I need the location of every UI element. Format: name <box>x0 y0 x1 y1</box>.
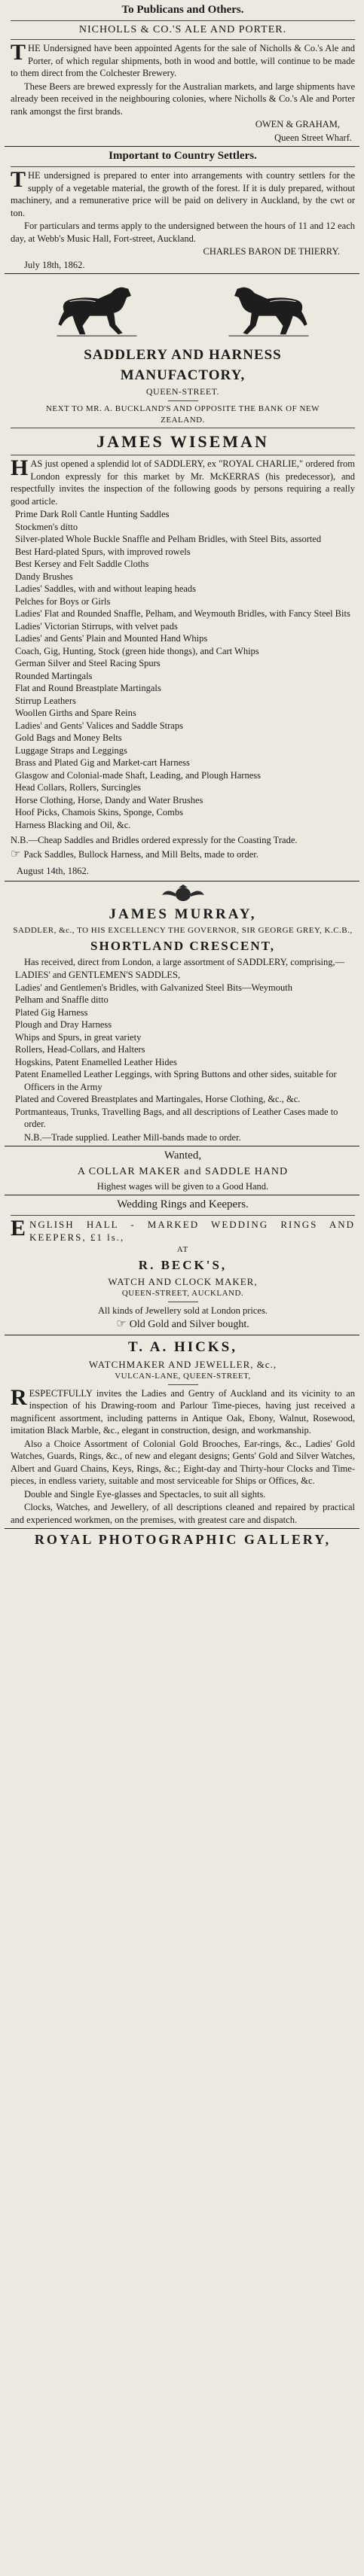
divider <box>11 20 355 21</box>
list-item: Ladies' Flat and Rounded Snaffle, Pelham, and Weymouth Bridles, with Fancy Steel Bits <box>15 608 350 620</box>
ad-title: MANUFACTORY, <box>120 367 246 384</box>
list-item: Rounded Martingals <box>15 670 93 681</box>
ad-subheading: NICHOLLS & CO.'S ALE AND PORTER. <box>78 23 287 35</box>
ad-address: Queen Street Wharf. <box>274 132 352 143</box>
wanted-advertisement <box>5 1149 359 1192</box>
ad-signature: OWEN & GRAHAM, <box>255 119 340 130</box>
list-item: Plated and Covered Breastplates and Martingales, Horse Clothing, &c., &c. <box>15 1094 301 1105</box>
country-settlers-advertisement <box>5 149 359 271</box>
ad-notice-text: Pack Saddles, Bullock Harness, and Mill Belts, made to order. <box>23 848 258 860</box>
list-item: Coach, Gig, Hunting, Stock (green hide thongs), and Cart Whips <box>15 645 259 656</box>
list-item: Patent Enamelled Leather Leggings, with Spring Buttons and other sides, suitable for Officers in the Army <box>15 1069 337 1092</box>
hicks-watchmaker-advertisement <box>5 1338 359 1526</box>
ad-paragraph: THE undersigned is prepared to enter into arrangements with country settlers for the supply of a vegetable material, the growth of the forest. If it is duly prepared, without machinery, and a remunerative price will be paid on delivery in Auckland, by the cwt or ton. <box>11 167 355 218</box>
ad-title: SADDLER, &c., TO HIS EXCELLENCY THE GOVERNOR, SIR GEORGE GREY, K.C.B., <box>13 925 353 935</box>
divider <box>5 881 359 882</box>
list-item: Horse Clothing, Horse, Dandy and Water Brushes <box>15 794 203 805</box>
ad-street: VULCAN-LANE, QUEEN-STREET, <box>115 1372 251 1381</box>
list-item: Brass and Plated Gig and Market-cart Harness <box>15 757 190 769</box>
publicans-advertisement <box>5 2 359 144</box>
ad-paragraph: For particulars and terms apply to the undersigned between the hours of 11 and 12 each day, at Webb's Music Hall, Fort-street, Auckland. <box>11 221 355 244</box>
proprietor-name: JAMES WISEMAN <box>96 432 269 452</box>
list-item: Dandy Brushes <box>15 571 73 582</box>
list-item: Pelham and Snaffle ditto <box>15 994 109 1006</box>
ad-street: SHORTLAND CRESCENT, <box>90 938 275 953</box>
wedding-rings-advertisement <box>5 1198 359 1332</box>
ad-notice-text: Old Gold and Silver bought. <box>129 1319 249 1331</box>
ad-signature: CHARLES BARON DE THIERRY. <box>203 246 340 257</box>
ad-title: SADDLERY AND HARNESS <box>84 347 282 364</box>
list-item: Stirrup Leathers <box>15 695 76 706</box>
ad-line: A COLLAR MAKER and SADDLE HAND <box>77 1166 289 1178</box>
goods-list <box>11 969 355 1131</box>
list-item: Ladies' and Gents' Plain and Mounted Hand Whips <box>15 633 208 644</box>
list-item: Luggage Straps and Leggings <box>15 744 127 756</box>
ad-trade: WATCH AND CLOCK MAKER, <box>108 1276 258 1288</box>
ad-paragraph: RESPECTFULLY invites the Ladies and Gentry of Auckland and its vicinity to an inspection of his Drawing-room and Parlour Time-pieces, having just received a magnificent assortment, including patterns in Antique Oak, Ebony, Walnut, Rosewood, imitation Black Marble, &c., elegant in construction, design, and workmanship. <box>11 1384 355 1436</box>
ad-notice <box>11 848 355 863</box>
list-item: Glasgow and Colonial-made Shaft, Leading, and Plough Harness <box>15 769 261 781</box>
divider <box>168 1384 198 1385</box>
list-item: Rollers, Head-Collars, and Halters <box>15 1044 145 1055</box>
ad-paragraph: THE Undersigned have been appointed Agents for the sale of Nicholls & Co.'s Ale and Porter, of which regular shipments, both in wood and bottle, will continue to be made to them direct from the Colchester Brewery. <box>11 40 355 79</box>
ad-note: All kinds of Jewellery sold at London prices. <box>98 1305 268 1316</box>
list-item: Harness Blacking and Oil, &c. <box>15 819 131 830</box>
list-item: Plated Gig Harness <box>15 1006 88 1018</box>
goods-list <box>11 508 355 831</box>
list-item: Best Hard-plated Spurs, with improved rowels <box>15 546 191 557</box>
list-item: Hogskins, Patent Enamelled Leather Hides <box>15 1056 177 1067</box>
list-item: Ladies' Saddles, with and without leaping heads <box>15 583 197 595</box>
list-item: Pelches for Boys or Girls <box>15 595 111 607</box>
list-item: Hoof Picks, Chamois Skins, Sponge, Combs <box>15 807 183 818</box>
list-item: Flat and Round Breastplate Martingals <box>15 683 161 694</box>
newspaper-column <box>5 0 359 2576</box>
ad-heading: ROYAL PHOTOGRAPHIC GALLERY, <box>34 1532 332 1548</box>
ad-street: QUEEN-STREET, AUCKLAND. <box>121 1289 244 1299</box>
ad-paragraph: Also a Choice Assortment of Colonial Gold Brooches, Ear-rings, &c., Ladies' Gold Watches, Guards, Rings, &c., of new and elegant designs; Gents' Gold and Silver Watches, Albert and Guard Chains, Keys, Rings, &c.; Eight-day and Thirty-hour Clocks and Time-pieces, in endless variety, suitable and most serviceable for Ships or Offices, &c. <box>11 1438 355 1487</box>
list-item: German Silver and Steel Racing Spurs <box>15 658 161 669</box>
ad-paragraph: ENGLISH HALL - MARKED WEDDING RINGS AND KEEPERS, £1 ls., <box>11 1216 355 1244</box>
divider <box>11 1215 355 1216</box>
list-item: LADIES' and GENTLEMEN'S SADDLES, <box>15 970 181 981</box>
ad-notice <box>11 1317 355 1332</box>
divider <box>11 166 355 167</box>
ad-street: QUEEN-STREET. <box>145 386 220 397</box>
ad-paragraph: Double and Single Eye-glasses and Spectacles, to suit all sights. <box>24 1488 266 1500</box>
horse-icon <box>54 283 140 337</box>
ad-date: July 18th, 1862. <box>24 259 85 270</box>
list-item: Head Collars, Rollers, Surcingles <box>15 782 141 793</box>
ad-trade: WATCHMAKER AND JEWELLER, &c., <box>88 1359 277 1371</box>
list-item: Stockmen's ditto <box>15 521 78 532</box>
ad-subline: Highest wages will be given to a Good Hand. <box>96 1180 269 1192</box>
horse-icon <box>225 283 312 337</box>
royal-photographic-advertisement <box>5 1531 359 1549</box>
ad-paragraph: Clocks, Watches, and Jewellery, of all descriptions cleaned and repaired by practical and experienced workmen, on the premises, with greatest care and dispatch. <box>11 1502 355 1525</box>
pointing-hand-icon: ☞ <box>11 848 21 860</box>
royal-crest-icon <box>11 884 355 903</box>
ad-at: AT <box>176 1245 189 1255</box>
ad-heading: Important to Country Settlers. <box>109 150 257 163</box>
divider <box>5 146 359 147</box>
list-item: Ladies' and Gentlemen's Bridles, with Galvanized Steel Bits—Weymouth <box>15 982 293 993</box>
list-item: Woollen Girths and Spare Reins <box>15 708 136 719</box>
list-item: Prime Dark Roll Cantle Hunting Saddles <box>15 509 170 520</box>
list-item: Portmanteaus, Trunks, Travelling Bags, and all descriptions of Leather Cases made to order. <box>15 1106 338 1130</box>
horse-illustrations <box>11 276 355 344</box>
list-item: Ladies' Victorian Stirrups, with velvet pads <box>15 620 178 632</box>
ad-paragraph: These Beers are brewed expressly for the Australian markets, and large shipments have already been received in the neighbouring colonies, where Nicholls & Co.'s Ale and Porter rank amongst the first brands. <box>11 81 355 117</box>
ad-name: R. BECK'S, <box>138 1257 228 1272</box>
ad-date: August 14th, 1862. <box>17 866 89 877</box>
ad-heading: Wedding Rings and Keepers. <box>117 1198 249 1211</box>
list-item: Best Kersey and Felt Saddle Cloths <box>15 559 149 570</box>
ad-location: NEXT TO MR. A. BUCKLAND'S AND OPPOSITE THE BANK OF NEW ZEALAND. <box>45 404 320 425</box>
divider <box>11 39 355 40</box>
ad-name: T. A. HICKS, <box>128 1339 237 1356</box>
list-item: Plough and Dray Harness <box>15 1019 112 1031</box>
ad-paragraph: Has received, direct from London, a large assortment of SADDLERY, comprising,— <box>24 956 345 967</box>
divider <box>168 400 198 401</box>
divider <box>5 1528 359 1529</box>
ad-note: N.B.—Trade supplied. Leather Mill-bands made to order. <box>24 1131 241 1143</box>
list-item: Whips and Spurs, in great variety <box>15 1031 142 1043</box>
ad-note: N.B.—Cheap Saddles and Bridles ordered expressly for the Coasting Trade. <box>11 835 298 846</box>
ad-name: JAMES MURRAY, <box>109 906 257 922</box>
ad-paragraph: HAS just opened a splendid lot of SADDLERY, ex "ROYAL CHARLIE," ordered from London expressly for this market by Mr. McKERRAS (his predecessor), and respectfully invites the inspection of the following goods by persons requiring a really good article. <box>11 455 355 507</box>
saddlery-manufactory-advertisement <box>5 276 359 878</box>
ad-heading: Wanted, <box>164 1149 202 1162</box>
james-murray-advertisement <box>5 884 359 1144</box>
list-item: Gold Bags and Money Belts <box>15 732 122 744</box>
pointing-hand-icon: ☞ <box>116 1318 127 1331</box>
list-item: Silver-plated Whole Buckle Snaffle and Pelham Bridles, with Steel Bits, assorted <box>15 534 322 545</box>
divider <box>5 273 359 274</box>
list-item: Ladies' and Gents' Valices and Saddle Straps <box>15 720 183 731</box>
ad-heading: To Publicans and Others. <box>121 4 244 16</box>
